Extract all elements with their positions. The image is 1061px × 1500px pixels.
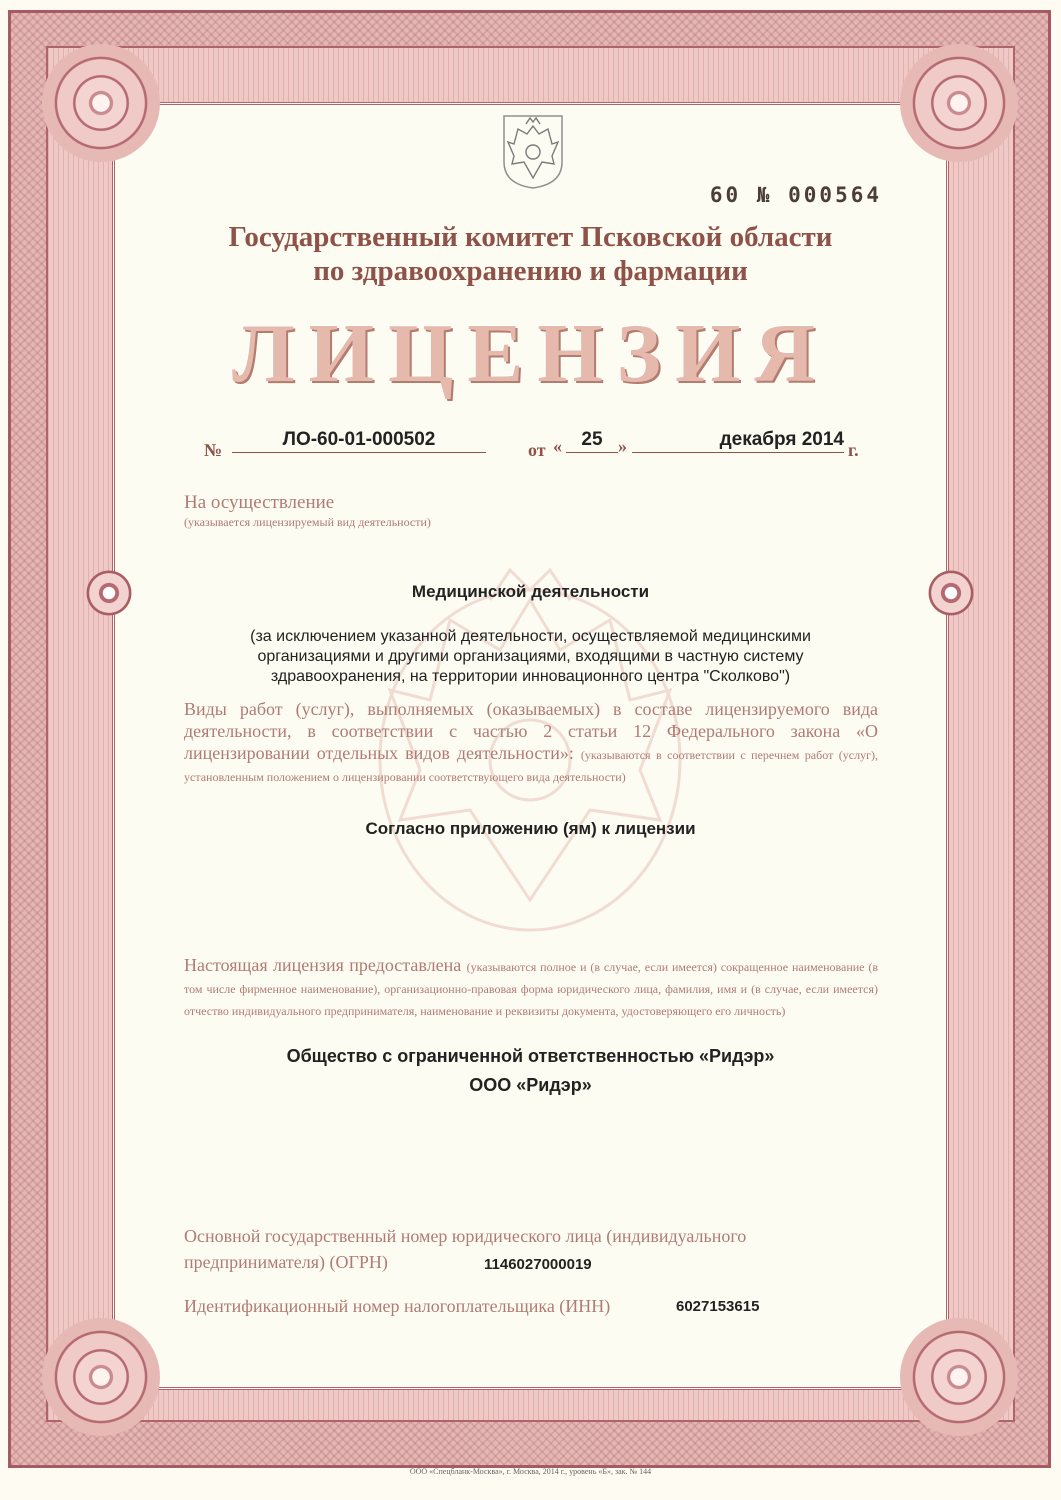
works-paragraph — [184, 698, 878, 786]
exclusion-line: организациями и другими организациями, входящими в частную систему — [257, 648, 804, 665]
printer-imprint: ООО «Спецбланк-Москва», г. Москва, 2014 г., уровень «Б», зак. № 144 — [409, 1467, 652, 1476]
date-open-quote: « — [553, 436, 562, 456]
ogrn-label-line-2: предпринимателя) (ОГРН) — [184, 1252, 388, 1272]
authority-line-2: по здравоохранению и фармации — [313, 255, 748, 287]
works-value: Согласно приложению (ям) к лицензии — [365, 819, 696, 838]
activity-hint: (указывается лицензируемый вид деятельности) — [184, 515, 431, 529]
serial-number-sign: № — [756, 183, 773, 207]
inn-label: Идентификационный номер налогоплательщика (ИНН) — [184, 1296, 611, 1316]
issuing-authority — [0, 220, 1061, 288]
document-title: ЛИЦЕНЗИЯ — [232, 307, 829, 400]
corner-rosette-icon — [42, 1318, 160, 1436]
license-month-year-value: декабря 2014 — [632, 428, 844, 453]
license-number-label: № — [204, 440, 223, 460]
ogrn-label-line-1: Основной государственный номер юридического лица (индивидуального — [184, 1226, 747, 1246]
activity-name: Медицинской деятельности — [411, 582, 650, 601]
inn-value: 6027153615 — [676, 1298, 760, 1315]
license-number-value: ЛО-60-01-000502 — [232, 428, 486, 453]
serial-series: 60 — [709, 183, 742, 207]
works-hint: (указываются в соответствии с перечнем работ (услуг), установленным положением о лицензировании соответствующего вида деятельности) — [184, 748, 878, 784]
authority-line-1: Государственный комитет Псковской области — [228, 221, 833, 253]
corner-rosette-icon — [900, 1318, 1018, 1436]
activity-exclusion — [0, 627, 1061, 687]
date-close-quote: » — [618, 436, 627, 456]
serial-number: 000564 — [788, 183, 882, 207]
coat-of-arms-emblem-icon — [500, 112, 566, 190]
licensee-lead: Настоящая лицензия предоставлена — [184, 955, 462, 975]
form-serial-number — [0, 183, 882, 207]
exclusion-line: (за исключением указанной деятельности, осуществляемой медицинскими — [250, 628, 811, 645]
year-suffix-label: г. — [848, 440, 859, 460]
licensee-short-name: ООО «Ридэр» — [469, 1075, 592, 1095]
date-from-label: от — [528, 440, 546, 460]
licensee-paragraph — [184, 954, 878, 1020]
corner-rosette-icon — [42, 44, 160, 162]
exclusion-line: здравоохранения, на территории инновационного центра "Сколково") — [270, 668, 791, 685]
activity-label: На осуществление — [184, 492, 335, 513]
ogrn-value: 1146027000019 — [484, 1256, 592, 1273]
corner-rosette-icon — [900, 44, 1018, 162]
licensee-full-name: Общество с ограниченной ответственностью «Ридэр» — [286, 1046, 775, 1066]
works-lead: Виды работ (услуг), выполняемых (оказываемых) в составе лицензируемого вида деятельности, в соответствии с частью 2 статьи 12 Федерального закона «О лицензировании отдельных видов деятельности»: — [184, 699, 878, 763]
license-day-value: 25 — [566, 428, 618, 453]
licensee-hint: (указываются полное и (в случае, если имеется) сокращенное наименование (в том числе фирменное наименование), организационно-правовая форма юридического лица, фамилия, имя и (в случае, если имеется) отчество индивидуального предпринимателя, наименование и реквизиты документа, удостоверяющего его личность) — [184, 960, 879, 1018]
